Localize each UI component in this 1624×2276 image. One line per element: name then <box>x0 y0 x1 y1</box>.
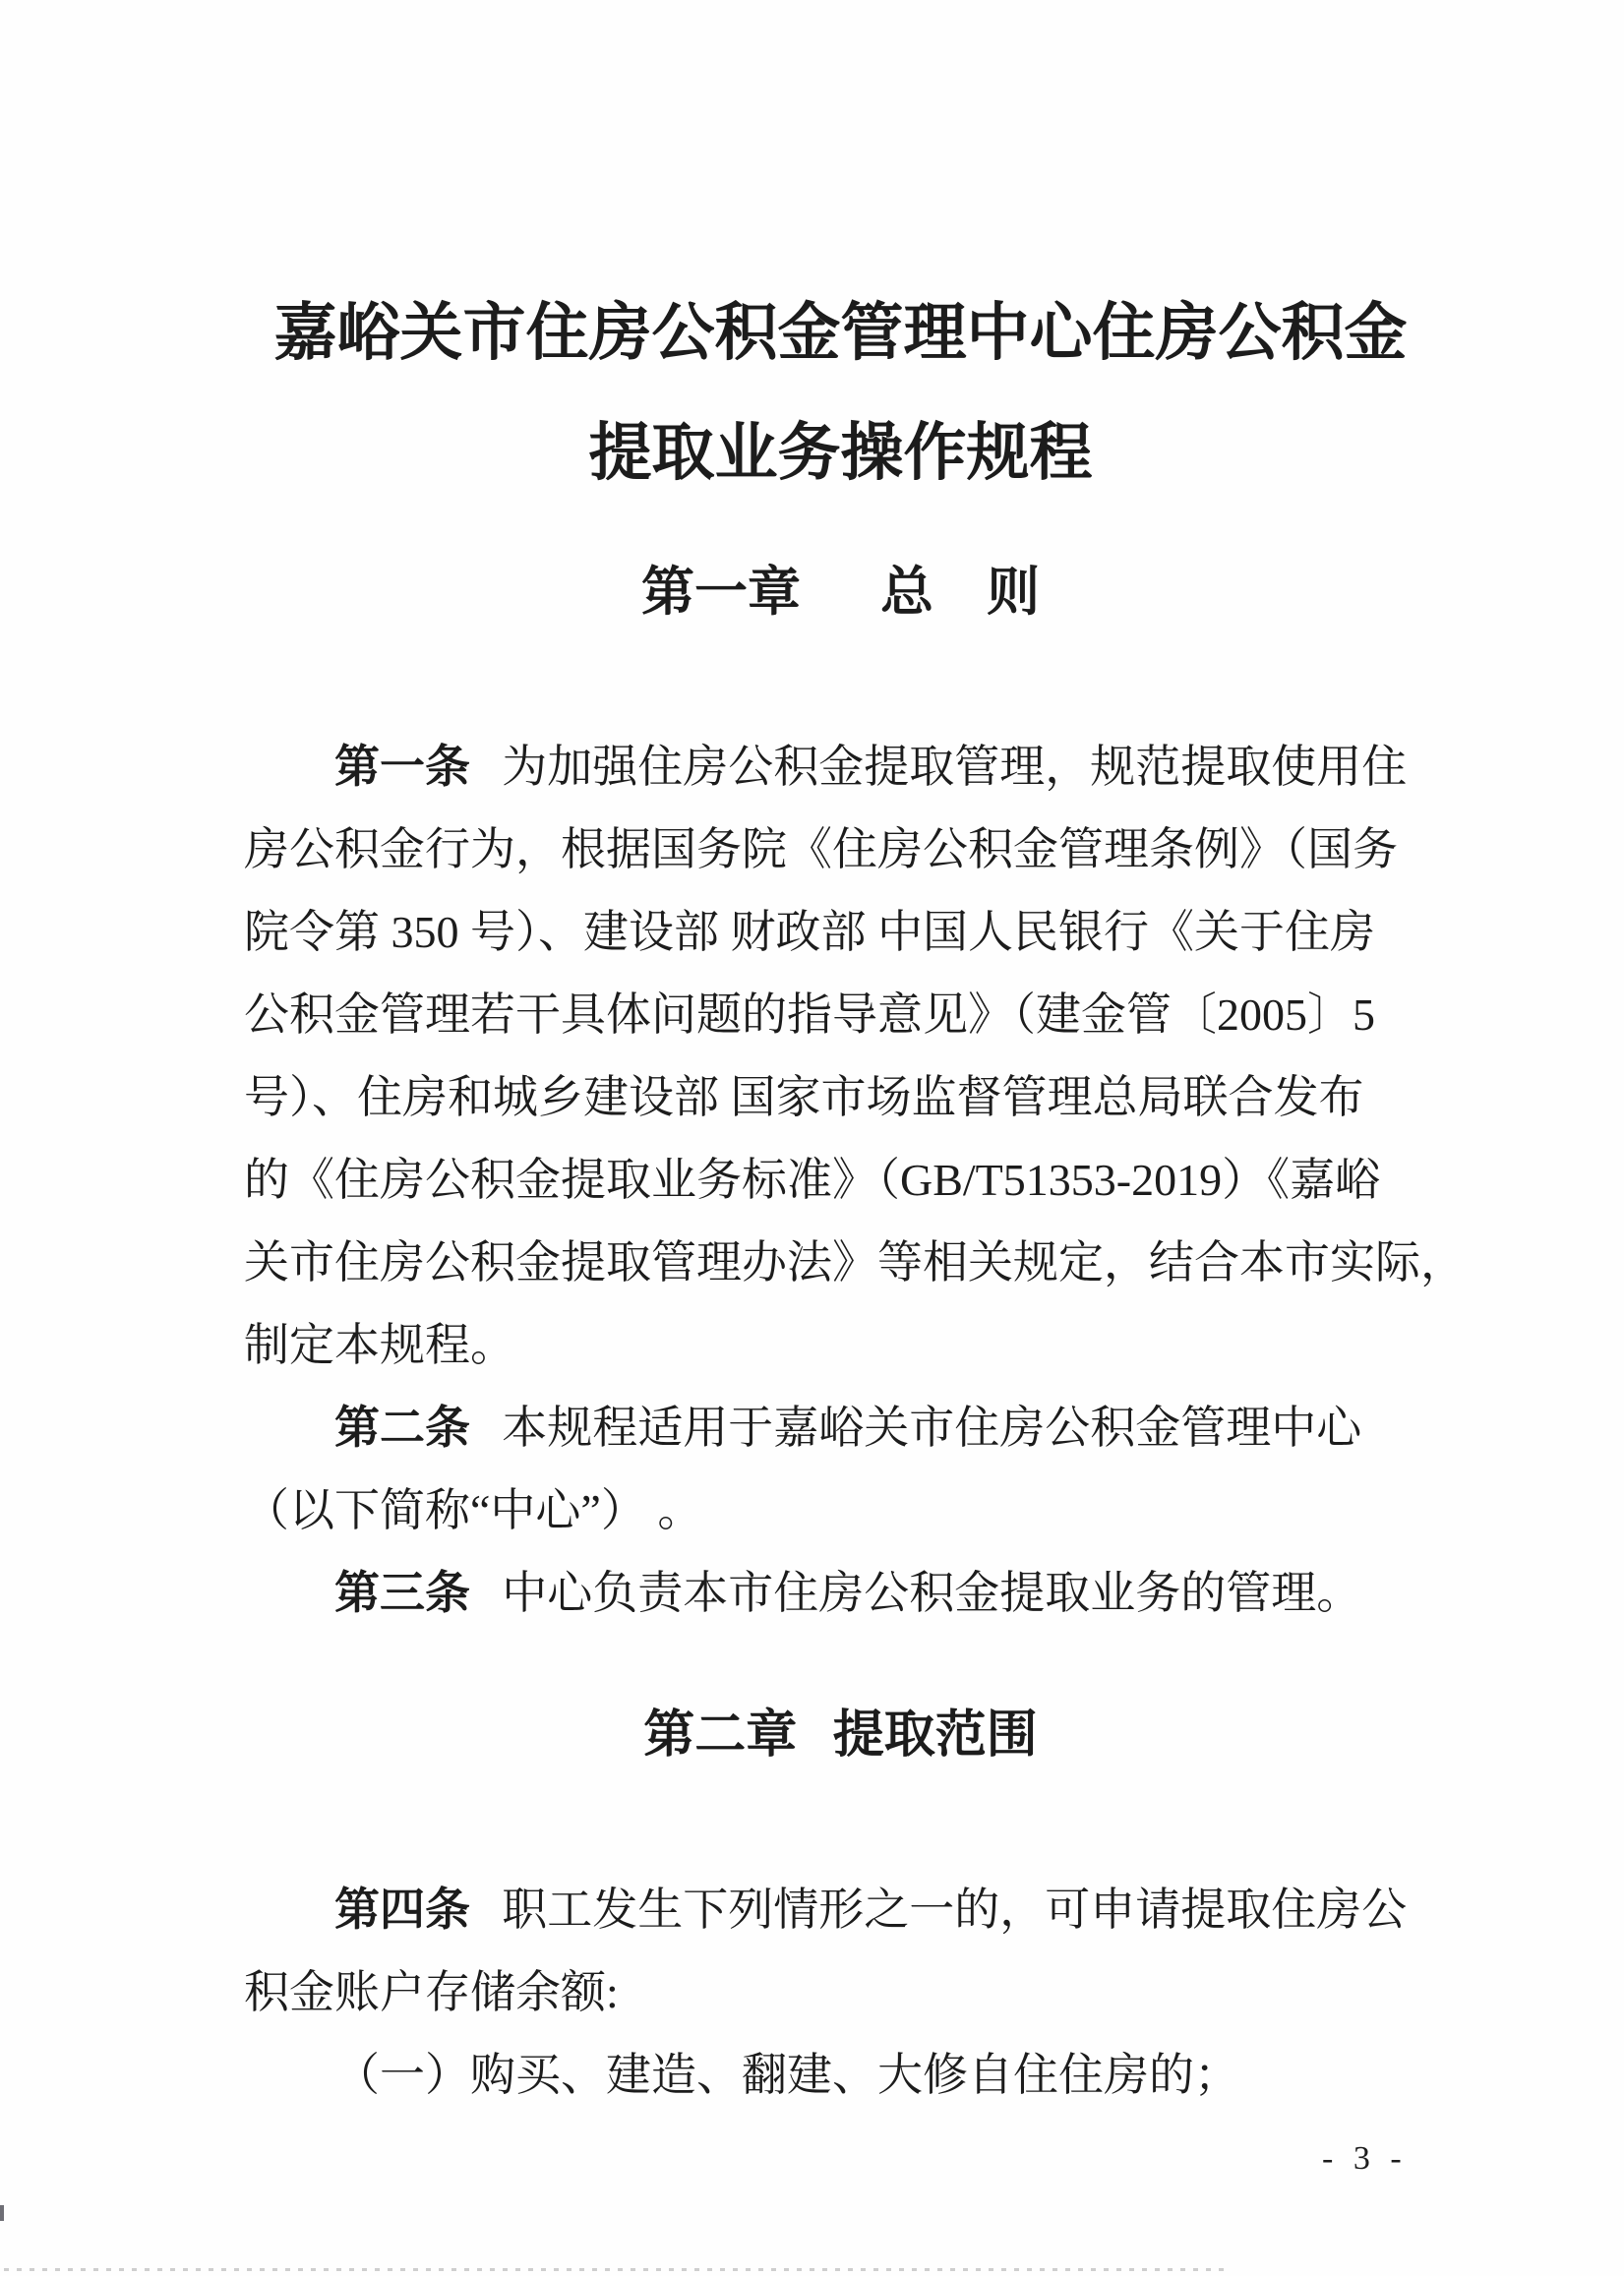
document-title-line-1: 嘉峪关市住房公积金管理中心住房公积金 <box>273 298 1408 368</box>
article-2-lead: 第二条 <box>334 1403 470 1453</box>
scan-artifact-bottom-edge <box>4 2268 1229 2271</box>
text-line: 的《住房公积金提取业务标准》（GB/T51353-2019）《嘉峪 <box>244 1155 1381 1205</box>
article-2-text: 本规程适用于嘉峪关市住房公积金管理中心 <box>502 1403 1362 1453</box>
document-title-line-2: 提取业务操作规程 <box>588 418 1093 488</box>
text-line <box>244 1387 1439 1469</box>
text-line <box>244 1552 1439 1635</box>
chapter-2-heading <box>244 1694 1437 1776</box>
scan-artifact-left-edge <box>0 2205 4 2221</box>
article-1-lead: 第一条 <box>334 742 470 792</box>
article-4-text: 职工发生下列情形之一的，可申请提取住房公 <box>502 1885 1408 1935</box>
chapter-2-number: 第二章 <box>643 1707 798 1764</box>
text-line: 关市住房公积金提取管理办法》等相关规定，结合本市实际， <box>244 1237 1466 1288</box>
chapter-1-heading <box>244 551 1437 633</box>
chapter-1-title: 总 则 <box>880 563 1040 622</box>
document-body-section-2 <box>244 1869 1439 2117</box>
text-line: （以下简称“中心”） 。 <box>244 1485 703 1535</box>
text-line: 积金账户存储余额: <box>244 1967 619 2017</box>
article-3-lead: 第三条 <box>334 1568 470 1618</box>
text-line: 公积金管理若干具体问题的指导意见》（建金管〔2005〕5 <box>244 989 1375 1040</box>
chapter-1-number: 第一章 <box>641 563 801 622</box>
article-4-lead: 第四条 <box>334 1885 470 1935</box>
article-3-text: 中心负责本市住房公积金提取业务的管理。 <box>502 1568 1362 1618</box>
text-line <box>244 1869 1439 1951</box>
text-line <box>244 726 1439 809</box>
chapter-2-title: 提取范围 <box>832 1707 1038 1764</box>
text-line: 房公积金行为，根据国务院《住房公积金管理条例》（国务 <box>244 824 1398 874</box>
text-line: 号）、住房和城乡建设部 国家市场监督管理总局联合发布 <box>244 1072 1364 1122</box>
text-line: 院令第 350 号）、建设部 财政部 中国人民银行《关于住房 <box>244 907 1375 957</box>
document-body-section-1 <box>244 726 1466 1635</box>
page-number: - 3 - <box>1322 2140 1408 2177</box>
text-line: （一）购买、建造、翻建、大修自住住房的； <box>334 2050 1239 2100</box>
text-line: 制定本规程。 <box>244 1320 515 1370</box>
article-1-text: 为加强住房公积金提取管理，规范提取使用住 <box>502 742 1408 792</box>
document-title <box>244 273 1437 513</box>
